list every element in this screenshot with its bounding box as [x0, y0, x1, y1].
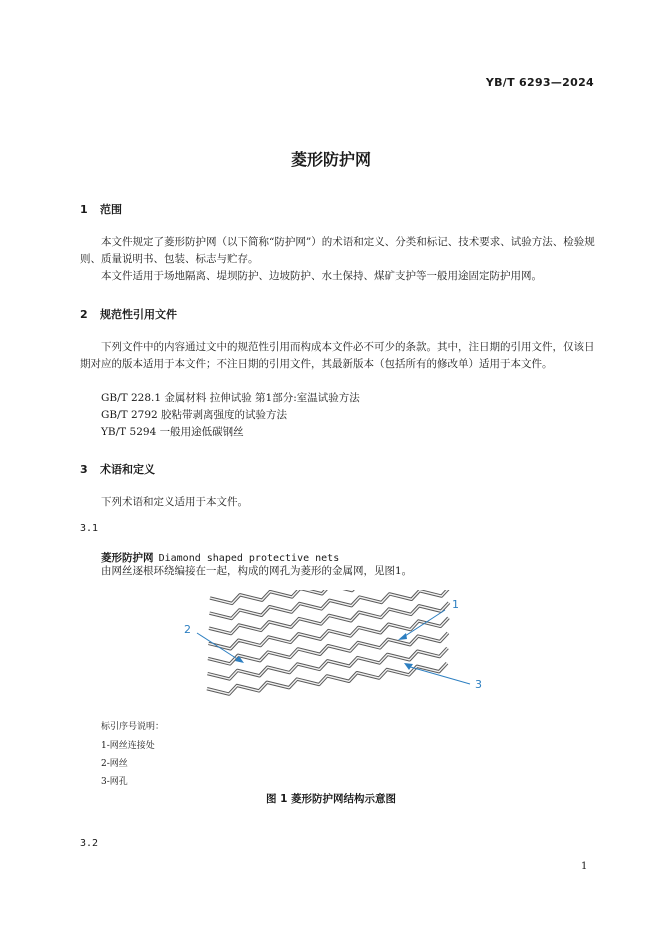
section-title: 范围 — [100, 203, 122, 216]
term-definition: 由网丝逐根环绕编接在一起，构成的网孔为菱形的金属网，见图1。 — [101, 565, 413, 577]
section-number: 3 — [80, 463, 88, 476]
section-2-paragraph: 下列文件中的内容通过文中的规范性引用而构成本文件必不可少的条款。其中，注日期的引用文件，仅该日期对应的版本适用于本文件；不注日期的引用文件，其最新版本（包括所有的修改单）适用于本文件。 — [80, 341, 595, 370]
legend-item: 3-网孔 — [101, 777, 128, 787]
callout-3-arrow — [404, 663, 413, 670]
section-3-intro: 下列术语和定义适用于本文件。 — [101, 496, 248, 508]
legend-item: 2-网丝 — [101, 759, 128, 769]
mesh-wire — [207, 663, 447, 694]
figure-caption: 图 1 菱形防护网结构示意图 — [265, 793, 397, 805]
callout-3-label: 3 — [475, 678, 482, 691]
section-title: 术语和定义 — [100, 463, 155, 476]
legend-item: 1-网丝连接处 — [101, 741, 155, 751]
callout-2-label: 2 — [184, 623, 191, 636]
clause-3-2-number: 3.2 — [80, 838, 99, 849]
section-3-heading — [80, 461, 155, 477]
callout-3-leader — [407, 666, 470, 684]
reference-item: GB/T 228.1 金属材料 拉伸试验 第1部分:室温试验方法 — [101, 392, 360, 404]
mesh-wire — [207, 663, 447, 694]
section-1-paragraph-1: 本文件规定了菱形防护网（以下简称“防护网”）的术语和定义、分类和标记、技术要求、试验方法、检验规则、质量说明书、包装、标志与贮存。 — [80, 236, 595, 265]
callout-1-label: 1 — [452, 598, 459, 611]
reference-item: YB/T 5294 一般用途低碳钢丝 — [101, 426, 244, 438]
page-number: 1 — [581, 861, 588, 872]
mesh-wires — [207, 590, 450, 694]
section-1-heading — [80, 201, 122, 217]
legend-title: 标引序号说明： — [101, 722, 165, 732]
callout-2-leader — [197, 633, 242, 662]
section-number: 2 — [80, 308, 88, 321]
callout-1-arrow — [398, 633, 407, 640]
document-title: 菱形防护网 — [290, 150, 371, 169]
term-chinese: 菱形防护网 — [101, 552, 154, 564]
clause-3-1-number: 3.1 — [80, 523, 99, 534]
section-1-paragraph-2: 本文件适用于场地隔离、堤坝防护、边坡防护、水土保持、煤矿支护等一般用途固定防护用网。 — [101, 270, 542, 282]
standard-code: YB/T 6293—2024 — [485, 76, 594, 89]
section-2-heading — [80, 306, 177, 322]
section-number: 1 — [80, 203, 88, 216]
diamond-mesh-figure — [170, 590, 500, 720]
section-title: 规范性引用文件 — [100, 308, 177, 321]
term-english: Diamond shaped protective nets — [158, 553, 340, 564]
reference-item: GB/T 2792 胶粘带剥离强度的试验方法 — [101, 409, 288, 421]
